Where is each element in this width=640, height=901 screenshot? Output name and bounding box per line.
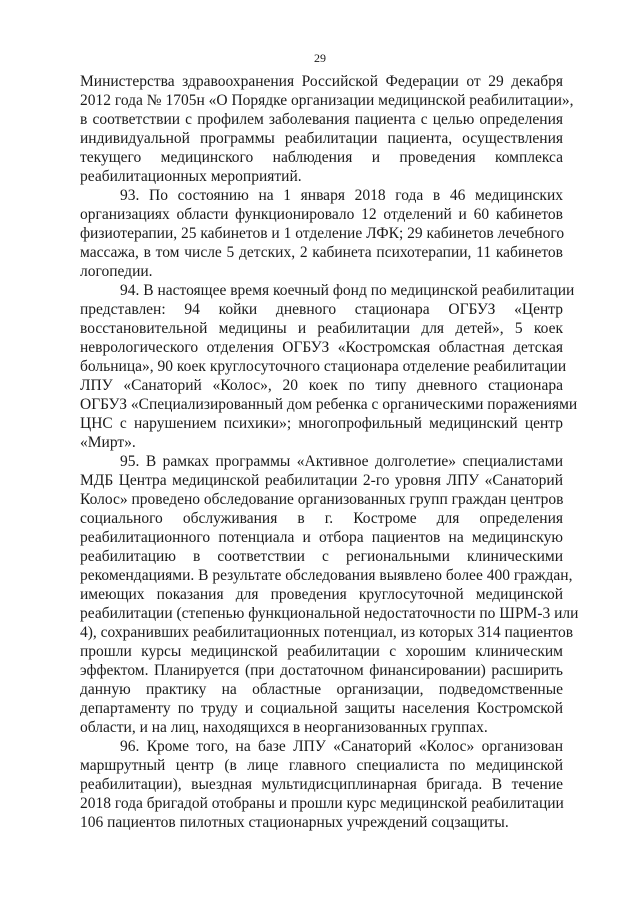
text-line: массажа, в том числе 5 детских, 2 кабинета психотерапии, 11 кабинетов xyxy=(80,244,563,261)
page-number: 29 xyxy=(314,51,326,65)
paragraph-95 xyxy=(80,452,579,737)
text-line: 95. В рамках программы «Активное долголетие» специалистами xyxy=(120,453,563,470)
text-line: 2012 года № 1705н «О Порядке организации медицинской реабилитации», xyxy=(80,92,574,109)
text-line: имеющих показания для проведения круглосуточной медицинской xyxy=(80,586,563,603)
text-line: прошли курсы медицинской реабилитации с хорошим клиническим xyxy=(80,643,563,660)
text-line: организациях области функционировало 12 отделений и 60 кабинетов xyxy=(80,206,563,223)
text-line: маршрутный центр (в лице главного специалиста по медицинской xyxy=(80,757,563,774)
text-line: ЦНС с нарушением психики»; многопрофильный медицинский центр xyxy=(80,415,563,432)
text-line: 93. По состоянию на 1 января 2018 года в 46 медицинских xyxy=(120,187,563,204)
text-line: области, и на лиц, находящихся в неорганизованных группах. xyxy=(80,719,488,736)
text-line: 106 пациентов пилотных стационарных учреждений соцзащиты. xyxy=(80,814,509,831)
paragraph-96 xyxy=(80,737,563,832)
text-line: текущего медицинского наблюдения и проведения комплекса xyxy=(80,149,563,166)
text-line: эффектом. Планируется (при достаточном финансировании) расширить xyxy=(80,662,563,679)
text-line: реабилитационных мероприятий. xyxy=(80,168,302,185)
text-line: МДБ Центра медицинской реабилитации 2-го уровня ЛПУ «Санаторий xyxy=(80,472,563,489)
text-line: данную практику на областные организации, подведомственные xyxy=(80,681,563,698)
text-line: больница», 90 коек круглосуточного стационара отделение реабилитации xyxy=(80,358,567,375)
text-line: индивидуальной программы реабилитации пациента, осуществления xyxy=(80,130,563,147)
text-line: ОГБУЗ «Специализированный дом ребенка с органическими поражениями xyxy=(80,396,578,413)
text-line: ЛПУ «Санаторий «Колос», 20 коек по типу дневного стационара xyxy=(80,377,563,394)
text-line: логопедии. xyxy=(80,263,153,280)
text-line: Министерства здравоохранения Российской Федерации от 29 декабря xyxy=(80,73,563,90)
text-line: реабилитации (степенью функциональной недостаточности по ШРМ-3 или xyxy=(80,605,579,622)
text-line: 96. Кроме того, на базе ЛПУ «Санаторий «Колос» организован xyxy=(120,738,563,755)
text-line: в соответствии с профилем заболевания пациента с целью определения xyxy=(80,111,563,128)
text-line: реабилитационного потенциала и отбора пациентов на медицинскую xyxy=(80,529,563,546)
document-body xyxy=(80,72,579,832)
text-line: рекомендациями. В результате обследования выявлено более 400 граждан, xyxy=(80,567,573,584)
text-line: департаменту по труду и социальной защиты населения Костромской xyxy=(80,700,563,717)
text-line: неврологического отделения ОГБУЗ «Костромская областная детская xyxy=(80,339,563,356)
text-line: Колос» проведено обследование организованных групп граждан центров xyxy=(80,491,564,508)
text-line: «Мирт». xyxy=(80,434,136,451)
paragraph-93 xyxy=(80,186,563,281)
text-line: 94. В настоящее время коечный фонд по медицинской реабилитации xyxy=(120,282,575,299)
text-line: реабилитацию в соответствии с региональными клиническими xyxy=(80,548,563,565)
text-line: 4), сохранивших реабилитационных потенциал, из которых 314 пациентов xyxy=(80,624,574,641)
paragraph-continuation xyxy=(80,72,574,186)
text-line: восстановительной медицины и реабилитации для детей», 5 коек xyxy=(80,320,563,337)
text-line: реабилитации), выездная мультидисциплинарная бригада. В течение xyxy=(80,776,563,793)
paragraph-94 xyxy=(80,281,578,452)
text-line: 2018 года бригадой отобраны и прошли курс медицинской реабилитации xyxy=(80,795,564,812)
text-line: социального обслуживания в г. Костроме для определения xyxy=(80,510,563,527)
text-line: представлен: 94 койки дневного стационара ОГБУЗ «Центр xyxy=(80,301,563,318)
text-line: физиотерапии, 25 кабинетов и 1 отделение ЛФК; 29 кабинетов лечебного xyxy=(80,225,565,242)
